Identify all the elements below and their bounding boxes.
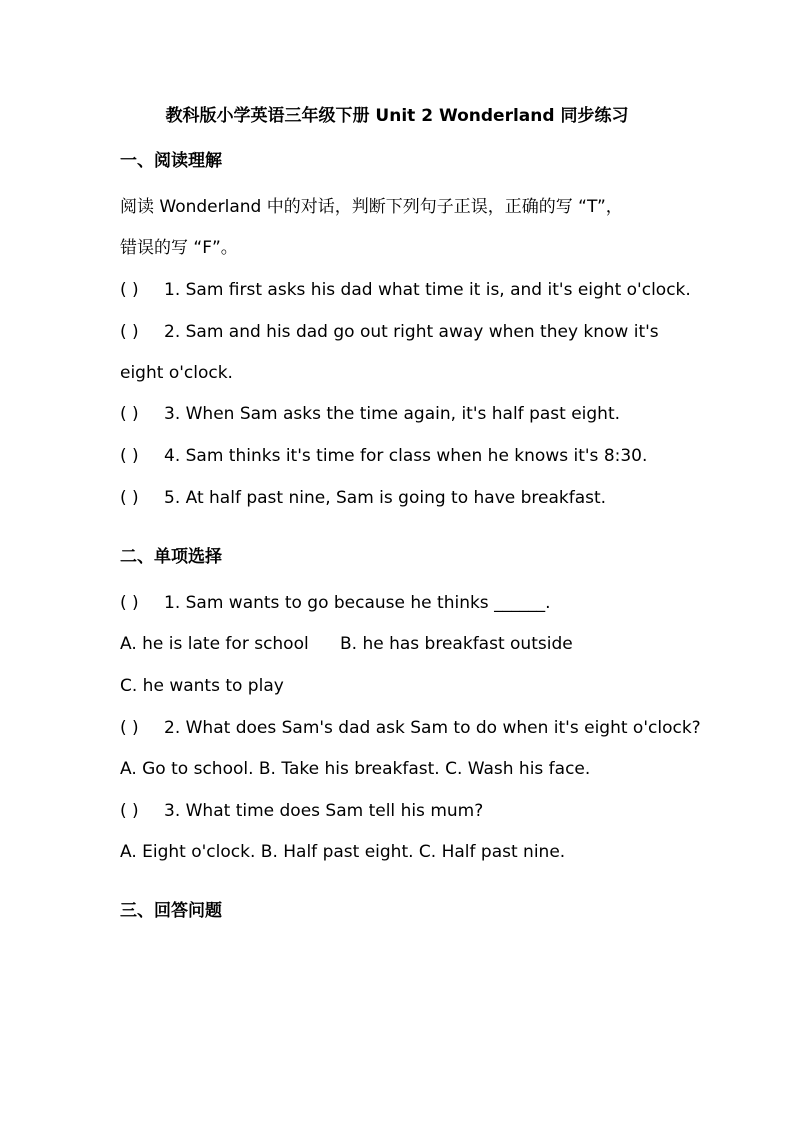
mc-question-2 [120,716,701,740]
answer-blank: ( ) [120,488,139,508]
tf-question-1 [120,278,691,302]
reading-instruction-line2: 错误的写 “F”。 [120,238,238,258]
question-text: 2. What does Sam's dad ask Sam to do when it's eight o'clock? [164,718,701,738]
question-text: 3. When Sam asks the time again, it's half past eight. [164,404,621,424]
answer-blank: ( ) [120,801,139,821]
tf-question-5 [120,486,606,510]
answer-blank: ( ) [120,446,139,466]
answer-blank: ( ) [120,404,139,424]
section-heading-answer: 三、回答问题 [120,901,222,921]
mc-question-1-options-ab [120,632,573,656]
answer-blank: ( ) [120,593,139,613]
mc-question-3-options: A. Eight o'clock. B. Half past eight. C. Half past nine. [120,842,566,862]
answer-blank: ( ) [120,280,139,300]
option-b: B. he has breakfast outside [340,634,573,654]
question-text: 3. What time does Sam tell his mum? [164,801,484,821]
question-text: 1. Sam first asks his dad what time it is, and it's eight o'clock. [164,280,691,300]
tf-question-3 [120,402,620,426]
page-title: 教科版小学英语三年级下册 Unit 2 Wonderland 同步练习 [165,106,629,126]
answer-blank: ( ) [120,322,139,342]
question-text: 5. At half past nine, Sam is going to have breakfast. [164,488,607,508]
question-text: 1. Sam wants to go because he thinks ______. [164,593,551,613]
question-text: 2. Sam and his dad go out right away when they know it's [164,322,659,342]
answer-blank: ( ) [120,718,139,738]
mc-question-1 [120,591,550,615]
tf-question-2 [120,320,659,344]
tf-question-4 [120,444,647,468]
mc-question-1-option-c: C. he wants to play [120,676,284,696]
reading-instruction-line1: 阅读 Wonderland 中的对话，判断下列句子正误，正确的写 “T”， [120,197,623,217]
question-text: 4. Sam thinks it's time for class when he knows it's 8:30. [164,446,648,466]
section-heading-choice: 二、单项选择 [120,547,222,567]
section-heading-reading: 一、阅读理解 [120,151,222,171]
mc-question-3 [120,799,483,823]
option-a: A. he is late for school [120,634,309,654]
mc-question-2-options: A. Go to school. B. Take his breakfast. C. Wash his face. [120,759,591,779]
tf-question-2-continuation: eight o'clock. [120,363,233,383]
